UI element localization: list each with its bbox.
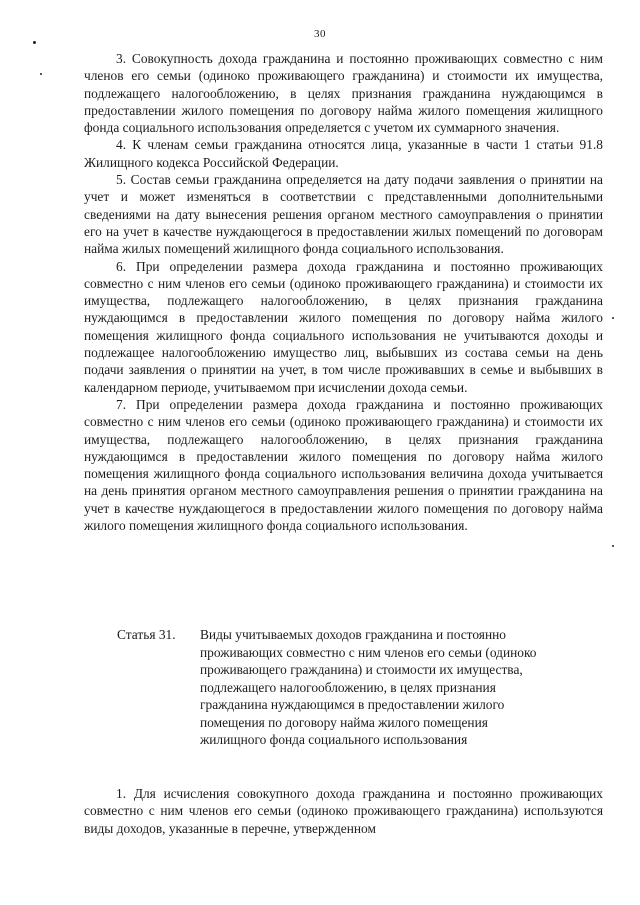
body-text <box>84 50 603 534</box>
paragraph-7: 7. При определении размера дохода гражданина и постоянно проживающих совместно с ним членов его семьи (одиноко проживающего гражданина) и стоимости их имущества, подлежащего налогообложению, в целях признания гражданина нуждающимся в предоставлении жилого помещения по договору найма жилого помещения жилищного фонда социального использования величина дохода учитывается на день принятия органом местного самоуправления решения о принятии гражданина на учет в качестве нуждающегося в предоставлении жилого помещения по договору найма жилого помещения жилищного фонда социального использования. <box>84 396 603 534</box>
article-body <box>84 785 603 837</box>
scan-speck <box>612 545 614 547</box>
paragraph-5: 5. Состав семьи гражданина определяется на дату подачи заявления о принятии на учет и может изменяться в соответствии с представленными дополнительными сведениями на дату вынесения решения органом местного самоуправления о принятии его на учет в качестве нуждающегося в предоставлении жилых помещений по договорам найма жилых помещений жилищного фонда социального использования. <box>84 172 603 257</box>
scan-speck <box>40 73 42 75</box>
article-heading <box>117 626 557 749</box>
paragraph-4: 4. К членам семьи гражданина относятся лица, указанные в части 1 статьи 91.8 Жилищного кодекса Российской Федерации. <box>84 137 603 170</box>
scan-speck <box>33 41 36 44</box>
article-title: Виды учитываемых доходов гражданина и постоянно проживающих совместно с ним членов его семьи (одиноко проживающего гражданина) и стоимости их имущества, подлежащего налогообложению, в целях признания гражданина нуждающимся в предоставлении жилого помещения по договору найма жилого помещения жилищного фонда социального использования <box>200 627 537 747</box>
scan-speck <box>612 317 614 319</box>
paragraph-6: 6. При определении размера дохода гражданина и постоянно проживающих совместно с ним членов его семьи (одиноко проживающего гражданина) и стоимости их имущества, подлежащего налогообложению, в целях признания гражданина нуждающимся в предоставлении жилого помещения по договору найма жилого помещения жилищного фонда социального использования не учитываются доходы и подлежащее налогообложению имущество лиц, выбывших из состава семьи на день подачи заявления о принятии на учет, в том числе проживавших в семье и выбывших в календарном периоде, учитываемом при исчислении дохода семьи. <box>84 258 603 395</box>
page-number: 30 <box>314 28 326 40</box>
article-paragraph-1: 1. Для исчисления совокупного дохода гражданина и постоянно проживающих совместно с ним членов его семьи (одиноко проживающего гражданина) используются виды доходов, указанные в перечне, утвержденном <box>84 786 603 836</box>
article-label: Статья 31. <box>117 627 176 642</box>
paragraph-3: 3. Совокупность дохода гражданина и постоянно проживающих совместно с ним членов его семьи (одиноко проживающего гражданина) и стоимости их имущества, подлежащего налогообложению, в целях признания гражданина нуждающимся в предоставлении жилого помещения по договору найма жилого помещения жилищного фонда социального использования определяется с учетом их суммарного значения. <box>84 51 603 136</box>
